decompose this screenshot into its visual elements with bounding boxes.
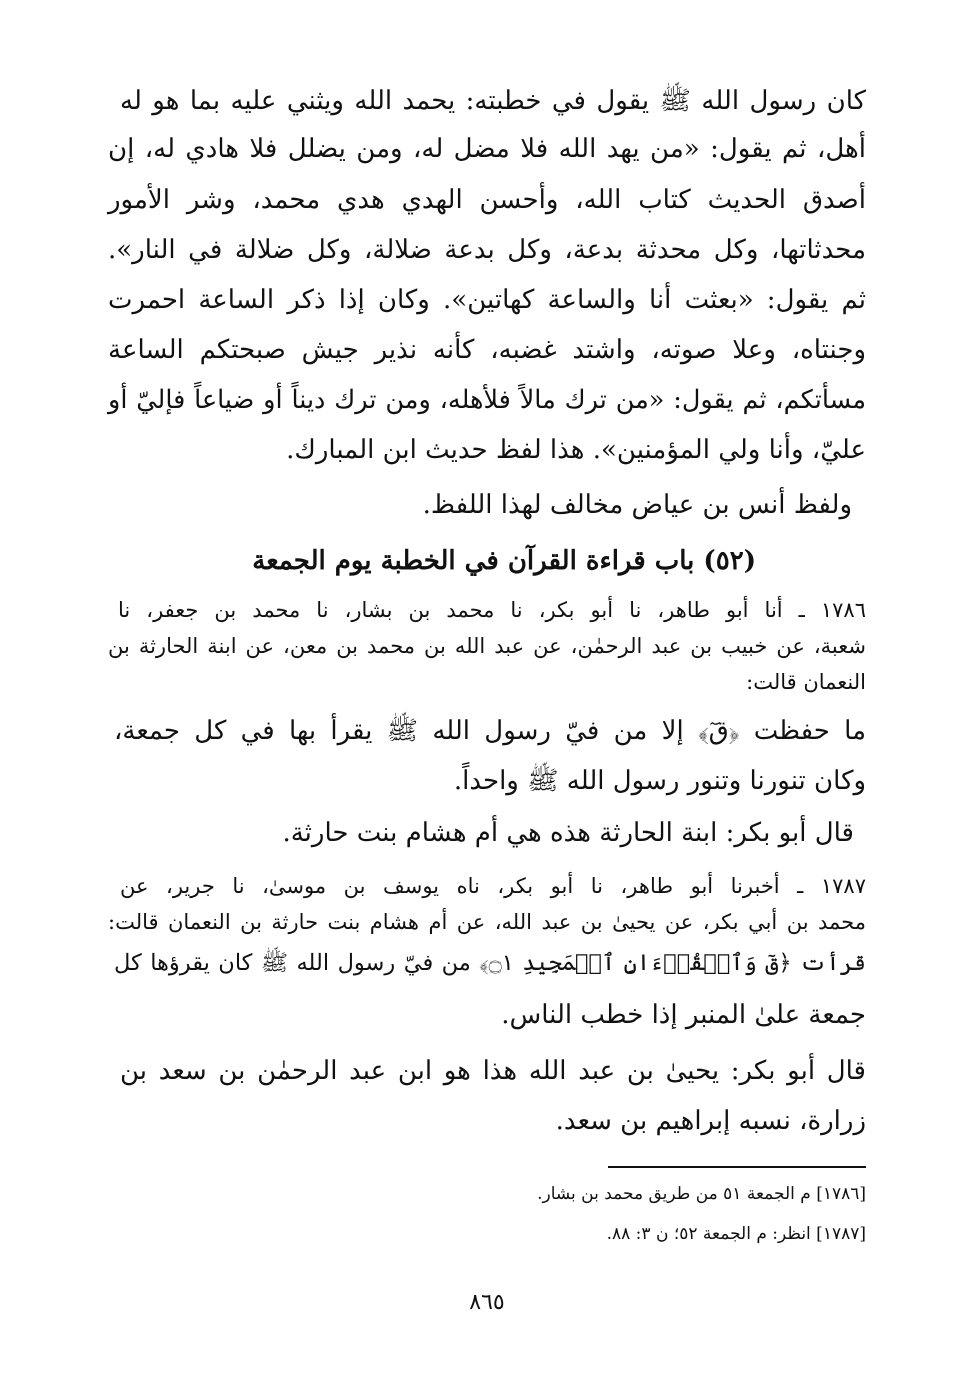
hadith-1786-isnad-line: النعمان قالت: <box>746 670 866 694</box>
hadith-1787-matn-line: قرأت ﴿قٓ وَٱلۡقُرۡءَانِ ٱلۡمَجِيدِ ۝١﴾ من فيّ رسول الله ﷺ كان يقرؤها كل <box>114 950 866 976</box>
chapter-heading: (٥٢) باب قراءة القرآن في الخطبة يوم الجمعة <box>252 546 756 576</box>
footnote: [١٧٨٦] م الجمعة ٥١ من طريق محمد بن بشار. <box>537 1184 866 1204</box>
abu-bakr-note-line: زرارة، نسبه إبراهيم بن سعد. <box>555 1106 866 1136</box>
hadith-1786-matn-line: وكان تنورنا وتنور رسول الله ﷺ واحداً. <box>453 766 866 796</box>
hadith-1786-matn-line: ما حفظت ﴿قٓ﴾ إلا من فيّ رسول الله ﷺ يقرأ بها في كل جمعة، <box>114 716 866 746</box>
hadith-1786-isnad-line: ١٧٨٦ ـ أنا أبو طاهر، نا أبو بكر، نا محمد بن بشار، نا محمد بن جعفر، نا <box>118 598 866 622</box>
abu-bakr-note: قال أبو بكر: ابنة الحارثة هذه هي أم هشام بنت حارثة. <box>282 818 854 848</box>
paragraph-line: أهل، ثم يقول: «من يهد الله فلا مضل له، ومن يضلل فلا هادي له، إن <box>108 134 866 164</box>
footnote-divider <box>608 1166 866 1168</box>
hadith-1787-isnad-line: محمد بن أبي بكر، عن يحيىٰ بن عبد الله، عن أم هشام بنت حارثة بن النعمان قالت: <box>108 910 866 934</box>
page-number: ٨٦٥ <box>469 1290 505 1315</box>
paragraph-line: مسأتكم، ثم يقول: «من ترك مالاً فلأهله، ومن ترك ديناً أو ضياعاً فإليّ أو <box>108 385 866 415</box>
abu-bakr-note-line: قال أبو بكر: يحيىٰ بن عبد الله هذا هو ابن عبد الرحمٰن بن سعد بن <box>120 1056 866 1086</box>
paragraph-line: أصدق الحديث كتاب الله، وأحسن الهدي هدي محمد، وشر الأمور <box>108 185 866 215</box>
hadith-1786-isnad-line: شعبة، عن خبيب بن عبد الرحمٰن، عن عبد الله بن محمد بن معن، عن ابنة الحارثة بن <box>108 634 866 658</box>
paragraph-line: ثم يقول: «بعثت أنا والساعة كهاتين». وكان إذا ذكر الساعة احمرت <box>108 285 866 315</box>
hadith-1787-matn-line: جمعة علىٰ المنبر إذا خطب الناس. <box>501 1000 866 1030</box>
paragraph-line: عليّ، وأنا ولي المؤمنين». هذا لفظ حديث ابن المبارك. <box>286 435 866 465</box>
paragraph-line: محدثاتها، وكل محدثة بدعة، وكل بدعة ضلالة، وكل ضلالة في النار». <box>108 235 866 265</box>
footnote: [١٧٨٧] انظر: م الجمعة ٥٢؛ ن ٣: ٨٨. <box>606 1224 866 1244</box>
paragraph-line: وجنتاه، وعلا صوته، واشتد غضبه، كأنه نذير جيش صبحتكم الساعة <box>108 335 866 365</box>
anas-note: ولفظ أنس بن عياض مخالف لهذا اللفظ. <box>422 490 852 520</box>
paragraph-line: كان رسول الله ﷺ يقول في خطبته: يحمد الله ويثني عليه بما هو له <box>120 86 867 116</box>
hadith-1787-isnad-line: ١٧٨٧ ـ أخبرنا أبو طاهر، نا أبو بكر، ناه يوسف بن موسىٰ، نا جرير، عن <box>120 874 866 898</box>
